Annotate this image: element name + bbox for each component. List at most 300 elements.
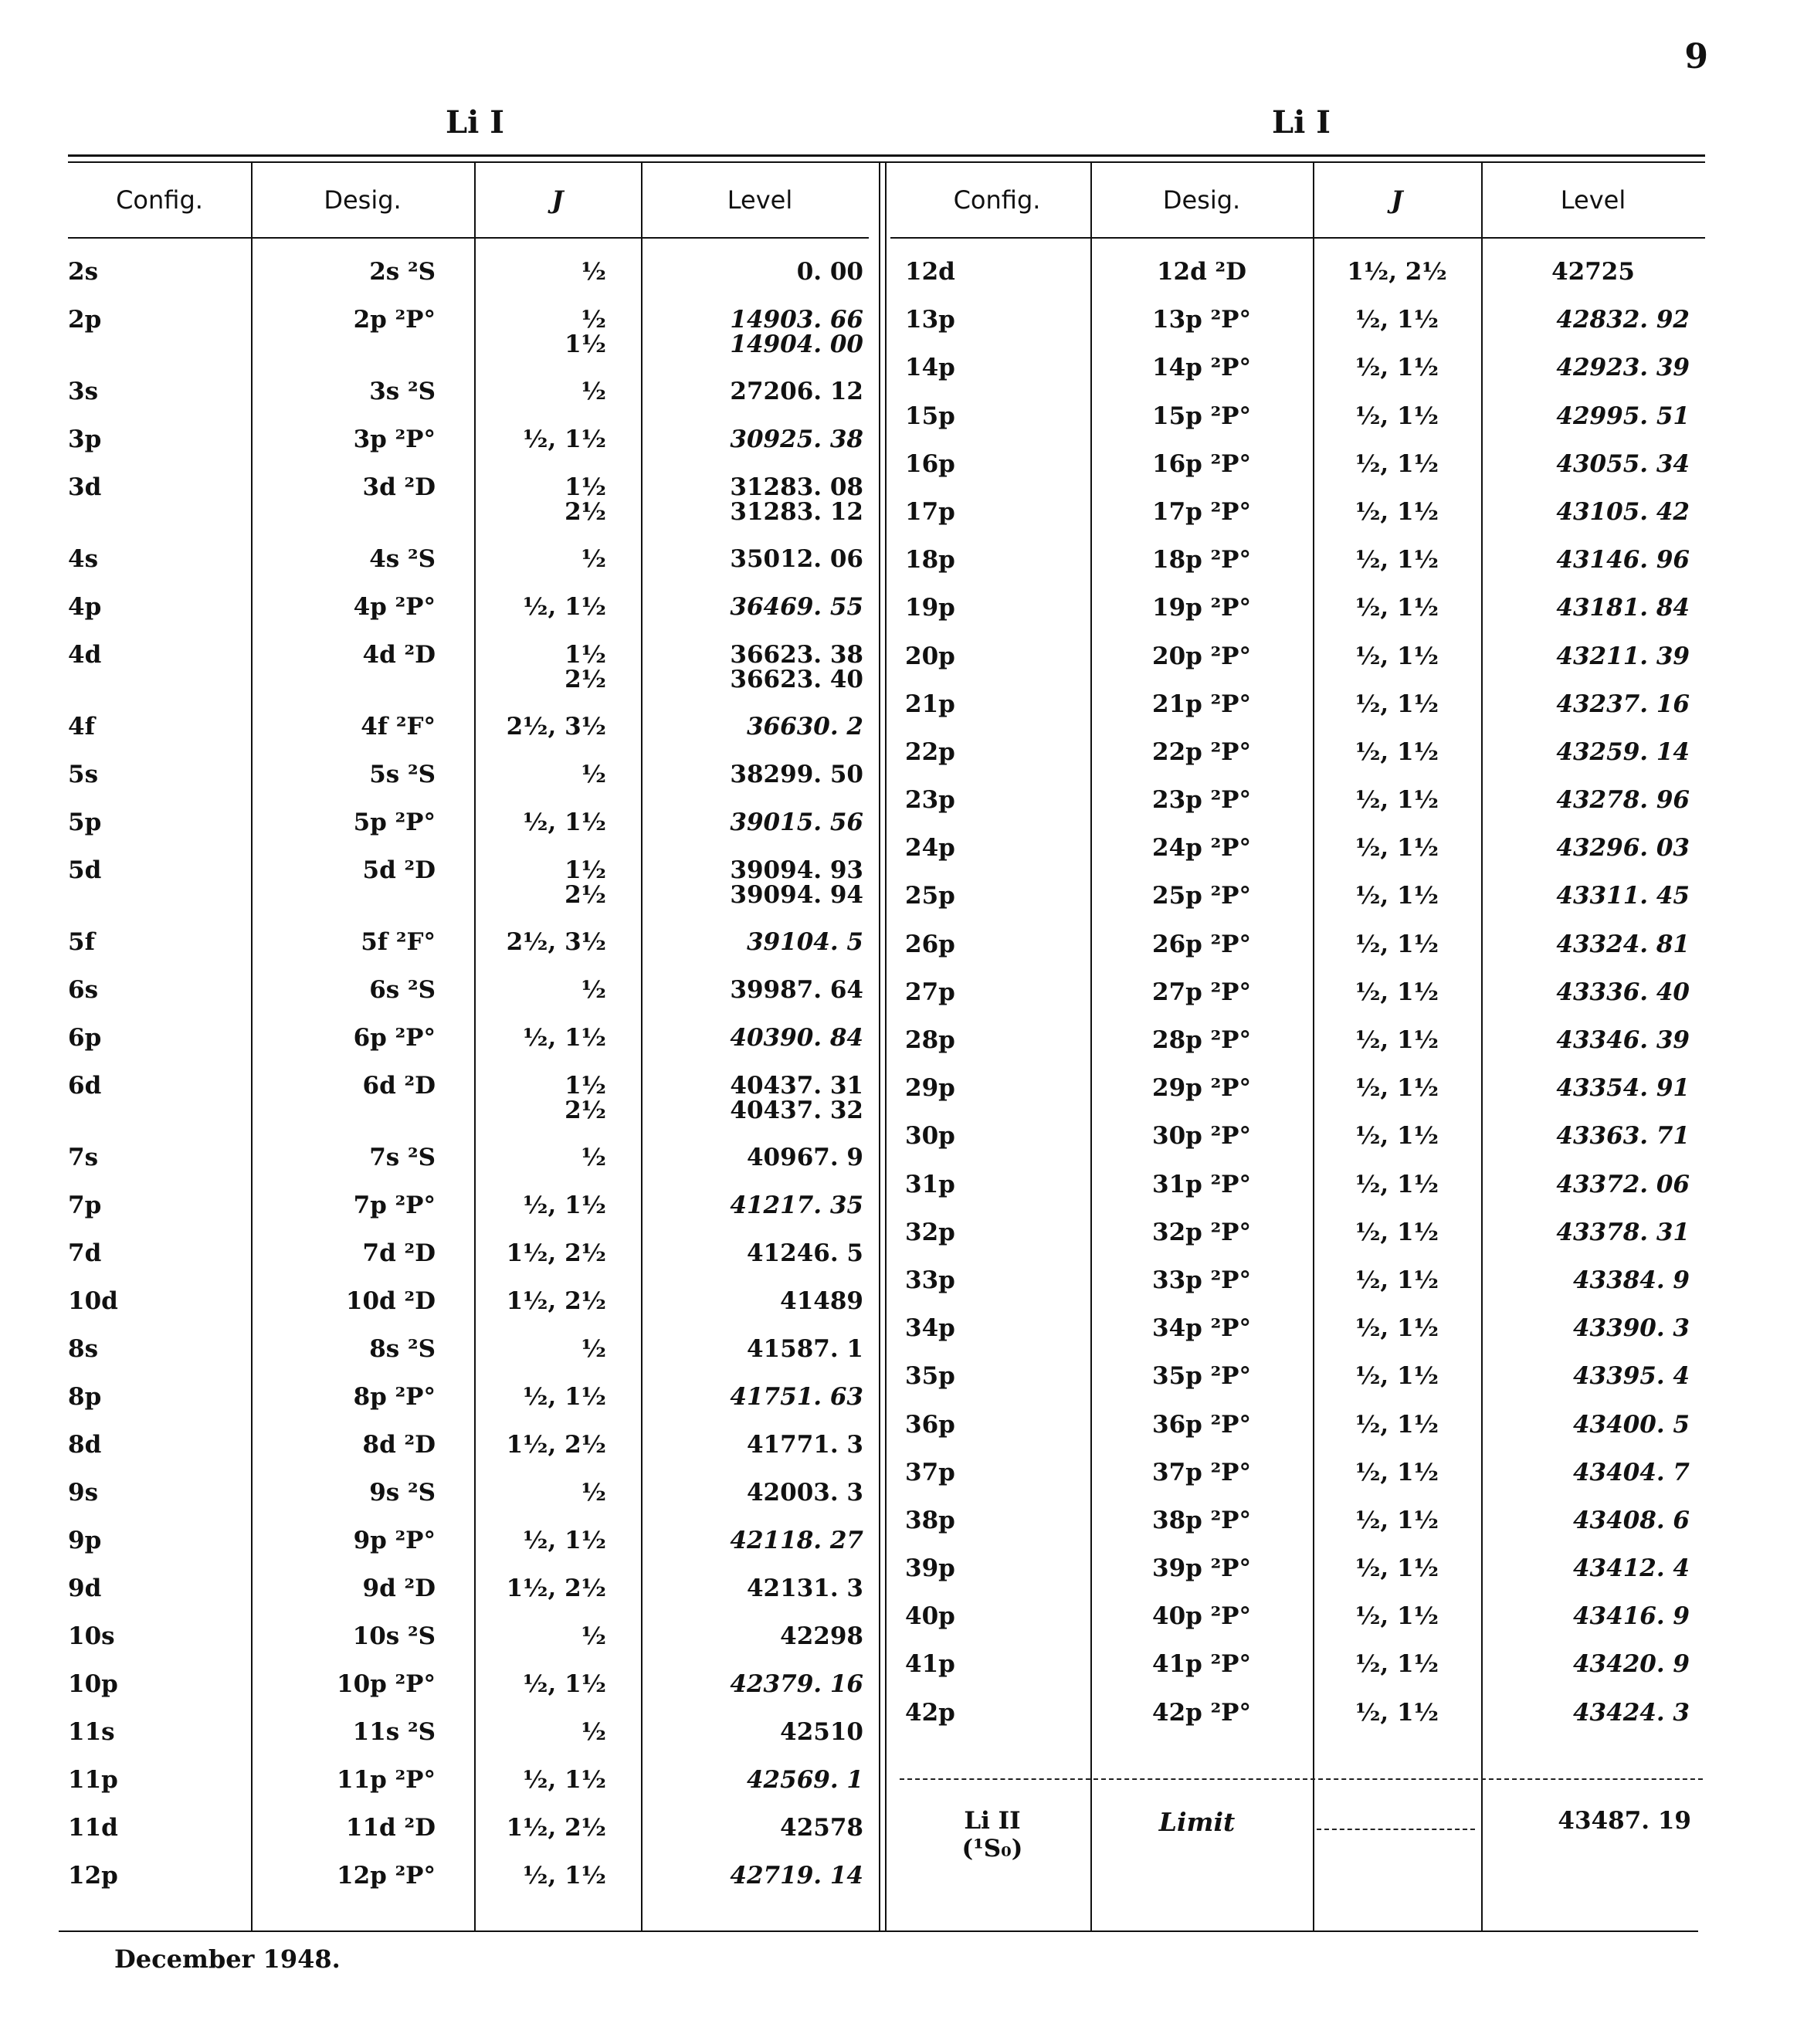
config-cell: 22p	[905, 737, 955, 766]
table-row	[904, 932, 1705, 980]
level-cell	[641, 1863, 879, 1911]
j-value: 2½, 3½	[506, 713, 606, 741]
level-value: 14903. 66	[730, 306, 863, 334]
desig-cell: 33p ²P°	[1152, 1266, 1251, 1294]
j-value: 1½, 2½	[506, 1239, 606, 1267]
j-cell	[1313, 1028, 1481, 1076]
config-cell: 4f	[68, 713, 95, 741]
level-cell	[1481, 1316, 1705, 1364]
config-cell: 38p	[905, 1506, 955, 1534]
desig-cell: 24p ²P°	[1152, 834, 1251, 863]
j-cell	[474, 714, 641, 762]
j-cell	[474, 1432, 641, 1480]
desig-cell: 2s ²S	[369, 258, 436, 286]
desig-cell: 18p ²P°	[1152, 546, 1251, 575]
config-cell: 4p	[68, 593, 102, 621]
desig-cell: 7s ²S	[369, 1144, 436, 1171]
table-row	[68, 810, 879, 858]
j-cell	[474, 595, 641, 642]
j-value: ½, 1½	[523, 1862, 606, 1890]
j-cell	[1313, 836, 1481, 883]
table-row	[904, 644, 1705, 692]
level-cell	[641, 259, 879, 307]
j-value: ½, 1½	[1355, 306, 1439, 334]
desig-cell: 7d ²D	[362, 1239, 436, 1267]
level-cell	[1481, 737, 1705, 788]
table-row	[904, 883, 1705, 931]
level-cell	[641, 1815, 879, 1863]
table-row	[904, 1556, 1705, 1604]
config-cell: 7d	[68, 1239, 102, 1267]
j-cell	[474, 1863, 641, 1911]
table-row	[904, 404, 1705, 452]
config-cell: 4s	[68, 545, 99, 573]
j-value: ½, 1½	[1355, 834, 1439, 863]
config-cell: 12d	[905, 258, 955, 286]
level-cell	[1481, 1700, 1705, 1748]
table-row	[904, 1364, 1705, 1412]
table-row	[68, 1863, 879, 1911]
config-cell: 2p	[68, 306, 102, 334]
level-value: 43311. 45	[1556, 882, 1690, 910]
j-cell	[1313, 883, 1481, 931]
table-row	[904, 1172, 1705, 1220]
level-cell	[1481, 595, 1705, 643]
j-value: ½, 1½	[523, 808, 606, 836]
level-cell	[1481, 307, 1705, 355]
j-cell	[474, 1337, 641, 1385]
level-value: 43420. 9	[1572, 1650, 1690, 1679]
j-cell	[1313, 1460, 1481, 1508]
level-value: 43424. 3	[1572, 1698, 1690, 1727]
level-value: 43363. 71	[1556, 1122, 1690, 1151]
desig-cell: 10p ²P°	[337, 1670, 436, 1698]
level-value: 27206. 12	[730, 378, 863, 405]
table-row	[68, 1672, 879, 1720]
config-cell: 8s	[68, 1335, 99, 1363]
j-value: ½	[581, 1718, 606, 1746]
level-value: 40967. 9	[746, 1144, 863, 1171]
level-value: 43346. 39	[1556, 1026, 1690, 1054]
level-cell	[1481, 980, 1705, 1028]
j-cell	[1313, 1700, 1481, 1748]
table-row	[68, 1145, 879, 1193]
limit-j-dashed	[1317, 1829, 1475, 1830]
level-cell	[641, 427, 879, 475]
top-double-rule-1	[68, 154, 1705, 157]
level-value: 14904. 00	[730, 330, 863, 358]
table-row	[904, 1124, 1705, 1171]
config-cell: 5p	[68, 808, 102, 836]
j-cell	[1313, 497, 1481, 547]
desig-cell: 22p ²P°	[1152, 737, 1251, 766]
config-cell: 3d	[68, 473, 102, 501]
j-cell	[1313, 1124, 1481, 1171]
desig-cell: 20p ²P°	[1152, 642, 1251, 670]
desig-cell: 14p ²P°	[1152, 354, 1251, 382]
config-cell: 11d	[68, 1814, 118, 1842]
level-value: 43105. 42	[1556, 497, 1690, 526]
table-row	[68, 1480, 879, 1528]
j-value: 1½, 2½	[506, 1575, 606, 1602]
j-cell	[474, 1720, 641, 1768]
spacer-row	[68, 236, 879, 259]
j-cell	[474, 379, 641, 427]
level-value: 43237. 16	[1556, 690, 1690, 718]
level-value: 42923. 39	[1556, 354, 1690, 382]
config-cell: 12p	[68, 1862, 118, 1890]
j-cell	[1313, 1316, 1481, 1364]
config-cell: 36p	[905, 1410, 955, 1439]
config-cell: 17p	[905, 497, 955, 526]
table-row	[904, 1220, 1705, 1268]
level-cell	[641, 930, 879, 978]
level-cell	[1481, 259, 1705, 307]
table-row	[904, 1412, 1705, 1460]
level-value: 30925. 38	[730, 425, 863, 453]
j-value: ½, 1½	[523, 1383, 606, 1411]
level-value: 43211. 39	[1556, 642, 1690, 670]
j-value: ½, 1½	[523, 1766, 606, 1794]
level-value: 43412. 4	[1572, 1554, 1690, 1583]
level-value: 43390. 3	[1572, 1314, 1690, 1343]
j-cell	[1313, 547, 1481, 595]
config-cell: 31p	[905, 1170, 955, 1198]
config-cell: 6s	[68, 976, 99, 1004]
config-cell: 9p	[68, 1527, 102, 1554]
j-cell	[1313, 1364, 1481, 1412]
desig-cell: 32p ²P°	[1152, 1218, 1251, 1246]
desig-cell: 26p ²P°	[1152, 930, 1251, 958]
j-header: J	[1391, 185, 1403, 215]
desig-cell: 9d ²D	[362, 1575, 436, 1602]
config-cell: 19p	[905, 594, 955, 622]
j-cell	[1313, 1508, 1481, 1556]
j-cell	[1313, 595, 1481, 643]
j-value: ½, 1½	[523, 593, 606, 621]
j-value: 2½	[565, 881, 606, 909]
table-row	[68, 1025, 879, 1073]
config-cell: 13p	[905, 306, 955, 334]
level-cell	[1481, 547, 1705, 595]
j-value: 1½	[565, 1072, 606, 1100]
j-cell	[1313, 788, 1481, 836]
table-row	[68, 1241, 879, 1289]
j-cell	[1313, 1652, 1481, 1700]
table-row	[904, 1028, 1705, 1076]
desig-cell: 4f ²F°	[361, 713, 436, 741]
j-cell	[474, 1815, 641, 1863]
table-row	[904, 547, 1705, 595]
level-cell	[1481, 1172, 1705, 1220]
j-cell	[1313, 1268, 1481, 1316]
config-cell: 32p	[905, 1218, 955, 1246]
level-cell	[641, 1576, 879, 1624]
desig-cell: 3p ²P°	[353, 425, 436, 453]
config-cell: 23p	[905, 786, 955, 815]
config-cell: 10d	[68, 1287, 118, 1315]
right-levels-table	[904, 163, 1705, 1748]
j-value: ½, 1½	[1355, 1362, 1439, 1391]
j-cell	[474, 1385, 641, 1432]
j-value: ½, 1½	[1355, 1122, 1439, 1151]
desig-cell: 8d ²D	[362, 1431, 436, 1459]
j-cell	[474, 858, 641, 930]
j-value: ½	[581, 258, 606, 286]
level-cell	[641, 978, 879, 1025]
desig-cell: 3d ²D	[362, 473, 436, 501]
table-row	[904, 259, 1705, 307]
level-cell	[1481, 497, 1705, 547]
desig-cell: 36p ²P°	[1152, 1410, 1251, 1439]
level-value: 41771. 3	[746, 1431, 863, 1459]
desig-cell: 6s ²S	[369, 976, 436, 1004]
level-value: 42510	[780, 1718, 863, 1746]
config-cell: 37p	[905, 1458, 955, 1486]
level-value: 39015. 56	[730, 808, 863, 836]
config-cell: 30p	[905, 1122, 955, 1151]
level-cell	[641, 1768, 879, 1815]
level-cell	[641, 1289, 879, 1337]
table-row	[904, 1268, 1705, 1316]
level-cell	[1481, 788, 1705, 836]
desig-cell: 23p ²P°	[1152, 786, 1251, 815]
table-row	[904, 692, 1705, 740]
table-row	[904, 1700, 1705, 1748]
level-value: 31283. 08	[730, 473, 863, 501]
level-cell	[1481, 1076, 1705, 1124]
level-cell	[641, 307, 879, 379]
level-cell	[1481, 449, 1705, 500]
j-value: 2½	[565, 1097, 606, 1124]
j-value: ½, 1½	[1355, 642, 1439, 670]
level-cell	[1481, 883, 1705, 931]
config-cell: 4d	[68, 641, 102, 669]
level-value: 43384. 9	[1572, 1266, 1690, 1294]
config-cell: 39p	[905, 1554, 955, 1583]
level-cell	[641, 762, 879, 810]
config-cell: 26p	[905, 930, 955, 958]
level-value: 43055. 34	[1556, 449, 1690, 478]
j-value: 1½	[565, 856, 606, 884]
j-value: ½, 1½	[1355, 354, 1439, 382]
level-cell	[1481, 932, 1705, 980]
j-value: ½, 1½	[1355, 737, 1439, 766]
desig-cell: 6d ²D	[362, 1072, 436, 1100]
table-row	[904, 1604, 1705, 1652]
level-value: 40390. 84	[730, 1024, 863, 1052]
desig-cell: 31p ²P°	[1152, 1170, 1251, 1198]
config-cell: 35p	[905, 1362, 955, 1391]
config-cell: 18p	[905, 546, 955, 575]
level-value: 40437. 32	[730, 1097, 863, 1124]
j-cell	[474, 1289, 641, 1337]
desig-cell: 4s ²S	[369, 545, 436, 573]
limit-desig: Limit	[1158, 1807, 1236, 1837]
level-cell	[641, 858, 879, 930]
config-cell: 29p	[905, 1074, 955, 1103]
desig-cell: 4p ²P°	[353, 593, 436, 621]
level-cell	[641, 714, 879, 762]
desig-cell: 41p ²P°	[1152, 1650, 1251, 1679]
table-row	[904, 788, 1705, 836]
level-value: 43408. 6	[1572, 1506, 1690, 1534]
j-cell	[1313, 1556, 1481, 1604]
config-header: Config.	[116, 185, 203, 215]
desig-header: Desig.	[324, 185, 402, 215]
level-value: 41751. 63	[730, 1383, 863, 1411]
desig-cell: 25p ²P°	[1152, 882, 1251, 910]
desig-cell: 39p ²P°	[1152, 1554, 1251, 1583]
desig-cell: 6p ²P°	[353, 1024, 436, 1052]
level-value: 43296. 03	[1556, 834, 1690, 863]
j-value: ½, 1½	[1355, 1314, 1439, 1343]
table-row	[68, 762, 879, 810]
footer-date: December 1948.	[114, 1944, 341, 1974]
level-value: 39094. 93	[730, 856, 863, 884]
j-cell	[1313, 1076, 1481, 1124]
level-value: 42832. 92	[1556, 306, 1690, 334]
j-header: J	[551, 185, 564, 215]
desig-cell: 30p ²P°	[1152, 1122, 1251, 1151]
level-value: 42379. 16	[730, 1670, 863, 1698]
level-value: 36623. 38	[730, 641, 863, 669]
config-cell: 34p	[905, 1314, 955, 1343]
level-cell	[641, 1241, 879, 1289]
table-row	[68, 1193, 879, 1241]
desig-cell: 12d ²D	[1156, 258, 1247, 286]
j-value: 1½	[565, 641, 606, 669]
j-value: ½, 1½	[1355, 1026, 1439, 1054]
desig-cell: 9p ²P°	[353, 1527, 436, 1554]
j-value: ½, 1½	[1355, 930, 1439, 958]
j-cell	[474, 1145, 641, 1193]
j-cell	[474, 810, 641, 858]
j-cell	[1313, 1220, 1481, 1268]
j-value: ½, 1½	[1355, 1074, 1439, 1103]
config-cell: 42p	[905, 1698, 955, 1727]
config-cell: 9s	[68, 1479, 99, 1507]
j-value: ½, 1½	[1355, 594, 1439, 622]
config-cell: 14p	[905, 354, 955, 382]
level-cell	[1481, 355, 1705, 403]
desig-cell: 40p ²P°	[1152, 1602, 1251, 1631]
desig-cell: 7p ²P°	[353, 1191, 436, 1219]
level-value: 43372. 06	[1556, 1170, 1690, 1198]
level-value: 35012. 06	[730, 545, 863, 573]
desig-cell: 9s ²S	[369, 1479, 436, 1507]
level-cell	[641, 1432, 879, 1480]
level-value: 39987. 64	[730, 976, 863, 1004]
j-value: 1½, 2½	[506, 1287, 606, 1315]
level-value: 42131. 3	[746, 1575, 863, 1602]
config-cell: 10s	[68, 1622, 115, 1650]
table-row	[68, 427, 879, 475]
j-value: ½, 1½	[1355, 690, 1439, 718]
level-cell	[641, 810, 879, 858]
level-cell	[1481, 644, 1705, 692]
limit-separator-dashed	[900, 1778, 1703, 1780]
table-row	[904, 1316, 1705, 1364]
j-value: ½	[581, 976, 606, 1004]
level-value: 42003. 3	[746, 1479, 863, 1507]
j-cell	[1313, 1604, 1481, 1652]
desig-cell: 10s ²S	[352, 1622, 436, 1650]
desig-cell: 11s ²S	[352, 1718, 436, 1746]
table-row	[904, 1076, 1705, 1124]
desig-cell: 5p ²P°	[353, 808, 436, 836]
j-value: ½, 1½	[1355, 1554, 1439, 1583]
level-value: 43181. 84	[1556, 594, 1690, 622]
level-value: 42725	[1551, 258, 1635, 286]
desig-cell: 27p ²P°	[1152, 978, 1251, 1006]
table-row	[68, 1768, 879, 1815]
j-value: ½, 1½	[523, 1670, 606, 1698]
desig-cell: 17p ²P°	[1152, 497, 1251, 526]
config-cell: 7s	[68, 1144, 99, 1171]
level-value: 43336. 40	[1556, 978, 1690, 1006]
config-cell: 2s	[68, 258, 99, 286]
level-cell	[641, 595, 879, 642]
j-value: ½, 1½	[523, 1024, 606, 1052]
j-value: ½, 1½	[1355, 1170, 1439, 1198]
j-value: ½, 1½	[523, 1527, 606, 1554]
config-cell: 28p	[905, 1026, 955, 1054]
level-value: 43146. 96	[1556, 546, 1690, 575]
level-cell	[1481, 692, 1705, 740]
level-cell	[641, 475, 879, 547]
config-cell: 3s	[68, 378, 99, 405]
table-row	[68, 714, 879, 762]
j-cell	[1313, 355, 1481, 403]
j-cell	[474, 978, 641, 1025]
center-double-divider	[879, 163, 880, 1931]
desig-header: Desig.	[1162, 185, 1241, 215]
level-cell	[1481, 1412, 1705, 1460]
config-cell: 20p	[905, 642, 955, 670]
config-cell: 24p	[905, 834, 955, 863]
desig-cell: 5f ²F°	[361, 928, 436, 956]
desig-cell: 15p ²P°	[1152, 402, 1251, 430]
j-value: 2½, 3½	[506, 928, 606, 956]
table-row	[904, 355, 1705, 403]
desig-cell: 11d ²D	[345, 1814, 436, 1842]
level-cell	[1481, 1508, 1705, 1556]
config-cell: 11s	[68, 1718, 115, 1746]
table-row	[68, 379, 879, 427]
config-cell: 21p	[905, 690, 955, 718]
config-cell: 3p	[68, 425, 102, 453]
config-cell: 5s	[68, 761, 99, 788]
desig-cell: 8s ²S	[369, 1335, 436, 1363]
desig-cell: 10d ²D	[345, 1287, 436, 1315]
level-value: 41489	[780, 1287, 863, 1315]
level-cell	[641, 1720, 879, 1768]
table-row	[904, 980, 1705, 1028]
level-value: 31283. 12	[730, 498, 863, 526]
level-header: Level	[727, 185, 793, 215]
desig-cell: 29p ²P°	[1152, 1074, 1251, 1103]
desig-cell: 34p ²P°	[1152, 1314, 1251, 1343]
j-value: ½, 1½	[1355, 1458, 1439, 1486]
config-cell: 25p	[905, 882, 955, 910]
j-value: 1½, 2½	[506, 1431, 606, 1459]
config-cell: 33p	[905, 1266, 955, 1294]
table-row	[904, 595, 1705, 643]
level-value: 43324. 81	[1556, 930, 1690, 958]
j-value: ½, 1½	[1355, 449, 1439, 478]
level-value: 41217. 35	[730, 1191, 863, 1219]
